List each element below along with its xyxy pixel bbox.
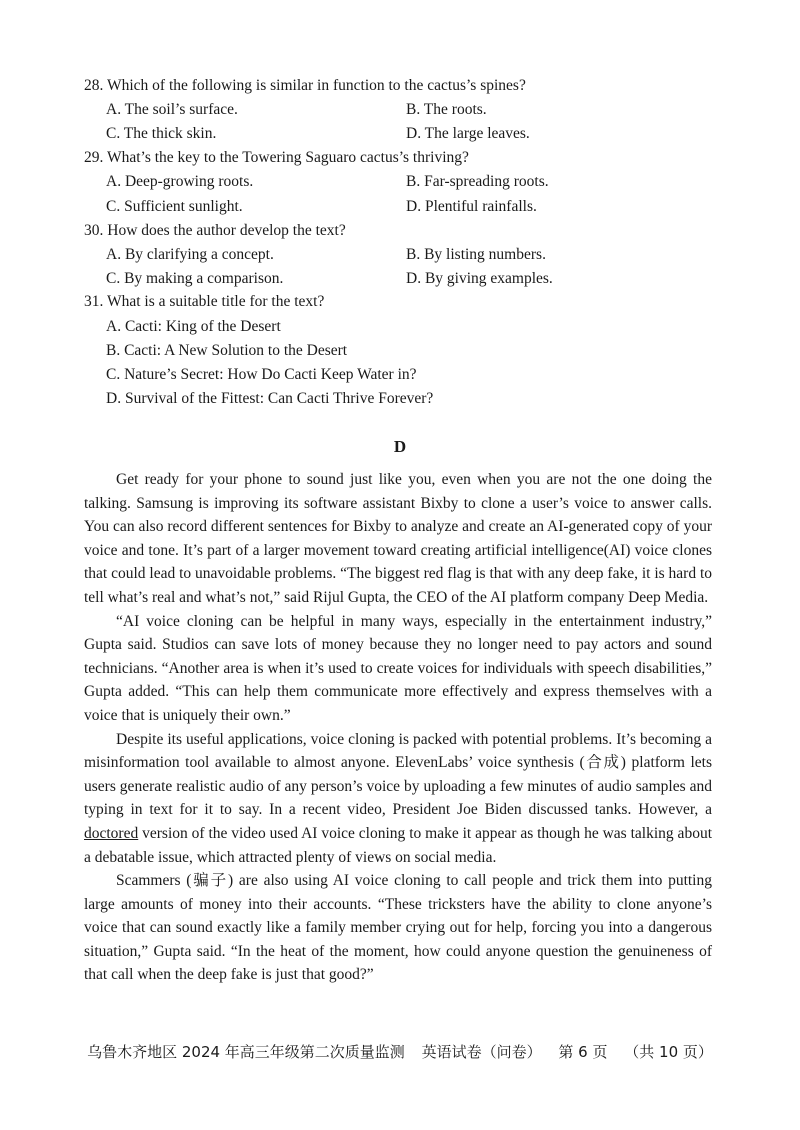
passage-paragraph-4: Scammers (骗子) are also using AI voice cloning to call people and trick them into putting large amounts of money into their accounts. “These tricksters have the ability to clone anyone’s voice that can sound exactly like a family member crying out for help, forcing you into a dangerous situation,” Gupta said. “In the heat of the moment, how could anyone question the genuineness of that call when the deep fake is just that good?” — [84, 872, 712, 984]
question-28-option-d: D. The large leaves. — [406, 125, 530, 142]
question-29-option-b: B. Far-spreading roots. — [406, 173, 549, 190]
question-31-stem: 31. What is a suitable title for the text? — [84, 293, 325, 310]
question-31-option-d: D. Survival of the Fittest: Can Cacti Thrive Forever? — [106, 390, 434, 407]
underlined-word-doctored: doctored — [84, 824, 139, 842]
footer-total-pages: （共 10 页） — [624, 1043, 713, 1061]
question-28-option-c: C. The thick skin. — [106, 125, 217, 142]
section-heading: D — [393, 437, 407, 456]
question-29-option-c: C. Sufficient sunlight. — [106, 198, 243, 215]
question-31-option-a: A. Cacti: King of the Desert — [106, 318, 281, 335]
passage-d — [84, 468, 712, 987]
page-footer — [0, 1041, 800, 1062]
question-30-stem: 30. How does the author develop the text? — [84, 222, 346, 239]
question-28-option-b: B. The roots. — [406, 101, 487, 118]
passage-paragraph-1: Get ready for your phone to sound just like you, even when you are not the one doing the talking. Samsung is improving its software assistant Bixby to clone a user’s voice to answer calls. You can also record different sentences for Bixby to analyze and create an AI-generated copy of your voice and tone. It’s part of a larger movement toward creating artificial intelligence(AI) voice clones that could lead to unavoidable problems. “The biggest red flag is that with any deep fake, it is hard to tell what’s real and what’s not,” said Rijul Gupta, the CEO of the AI platform company Deep Media. — [84, 471, 712, 606]
question-29-option-d: D. Plentiful rainfalls. — [406, 198, 537, 215]
question-30-option-c: C. By making a comparison. — [106, 270, 284, 287]
question-30-option-d: D. By giving examples. — [406, 270, 553, 287]
footer-exam-title: 乌鲁木齐地区 2024 年高三年级第二次质量监测 — [87, 1043, 405, 1061]
question-29-option-a: A. Deep-growing roots. — [106, 173, 254, 190]
question-29-stem: 29. What’s the key to the Towering Saguaro cactus’s thriving? — [84, 149, 469, 166]
paragraph-3-text-before: Despite its useful applications, voice cloning is packed with potential problems. It’s becoming a misinformation tool available to almost anyone. ElevenLabs’ voice synthesis (合成) platform lets users generate realistic audio of any person’s voice by uploading a few minutes of audio samples and typing in text for it to say. In a recent video, President Joe Biden discussed tanks. However, a — [84, 730, 712, 819]
question-28-stem: 28. Which of the following is similar in function to the cactus’s spines? — [84, 77, 526, 94]
question-31-option-c: C. Nature’s Secret: How Do Cacti Keep Water in? — [106, 366, 417, 383]
paragraph-3-text-after: version of the video used AI voice cloning to make it appear as though he was talking about a debatable issue, which attracted plenty of views on social media. — [84, 824, 712, 866]
footer-page-number: 第 6 页 — [558, 1043, 608, 1061]
question-31-option-b: B. Cacti: A New Solution to the Desert — [106, 342, 348, 359]
passage-paragraph-3 — [84, 728, 712, 870]
question-28-option-a: A. The soil’s surface. — [106, 101, 238, 118]
passage-paragraph-2: “AI voice cloning can be helpful in many ways, especially in the entertainment industry,” Gupta said. Studios can save lots of money because they no longer need to pay actors and sound technicians. “Another area is when it’s used to create voices for individuals with speech disabilities,” Gupta added. “This can help them communicate more effectively and express themselves with a voice that is uniquely their own.” — [84, 612, 712, 724]
question-30-option-b: B. By listing numbers. — [406, 246, 546, 263]
question-30-option-a: A. By clarifying a concept. — [106, 246, 274, 263]
footer-subject: 英语试卷（问卷） — [421, 1043, 542, 1061]
